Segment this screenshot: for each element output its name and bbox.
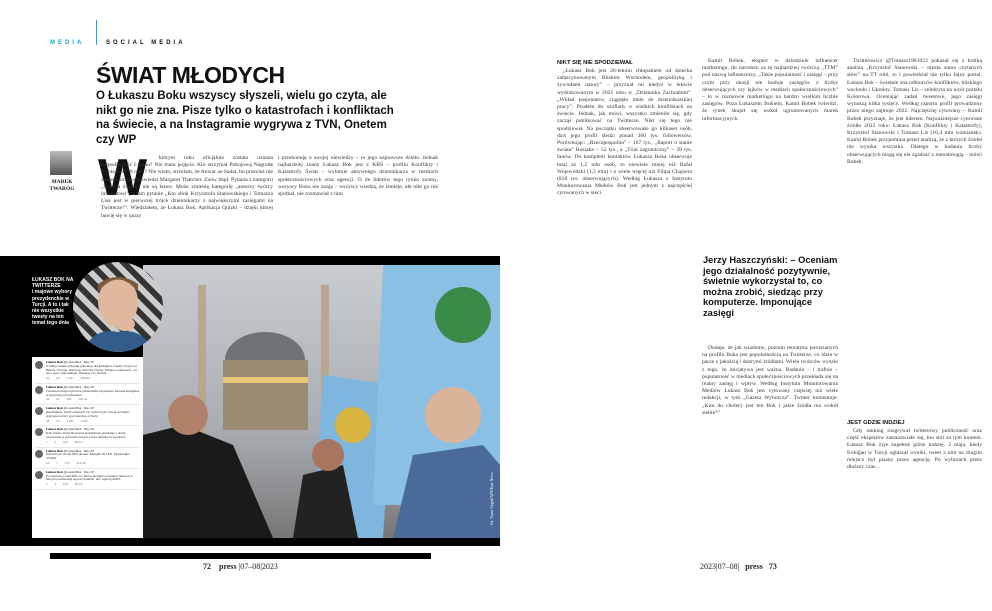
body-column-1: którym roku oficjalnie zostało uznana niepodległość Libanu? Nie mam pojęcia. Kto otrzymał Pokojową Nagrodę Nobla w 1978 roku? Nie wiem, strzelam, że Anwar as-Sadat, bo przecież nie znałem nic w odpowiedzi Margaret Thatcher. Znów błąd. Pytania z kategorii „historia świata” nie są łatwe. Może zmienię kategorię „autorzy twórcy internetowi”, a tam pytanie „Kto obok Krzysztofa Stanowskiego i Tomasza Lisa jest w pierwszej trójce dziennikarzy z największymi zasięgami na Twitterze?”. Wiedziałem, że Łukasz Bok. Aplikacja Quizki – dzięki której bawię się w quizy [101,155,273,219]
tweet-text: Policzonych ponad 99% głosów. Erdogan 52,14%, Kılıçdaroğlu 47,86%. [46,452,130,461]
tweet-author: Łukasz Bok [46,406,63,411]
section-label: MEDIA [50,40,85,46]
tweet-stats: 7 1 140 98.1K [46,439,83,444]
tweet-author: Łukasz Bok [46,427,63,432]
tweet-text: Po otwarciu ponad 90% urn Recep Erdoğan prowadzi zarówno w danych państwowej agencji Anadolu, jak i agencji ANKA. [46,473,133,482]
tweet[interactable] [35,384,140,405]
paragraph: Gdy ranking rozgrywał twitterowy publiczność oraz część ekspertów zastanawiało się, kto stoi za tym kontem. Łukasz Bok żyje zupełnie gdzie indziej. 2 maja, kiedy Erdoğan w Turcji ogłaszał wyniki, tweet z nim na drugim miejscu był pisany przez agencję. Po wyborach przez dłuższy czas… [847,428,982,471]
tweet-meta: @LukaszBok · May 28 [63,384,94,389]
photo-caption [32,277,74,327]
subsection-label: SOCIAL MEDIA [106,40,186,46]
tweet-text: Z całego świata spływają gratulacje dla Erdoğana, między innymi od Bidena, Trumpa, Macrona, Scholza, Putina, Orbana, Łukaszenki, von der Leyen, Zełenskiego, Raisiego czy Vucicia. [46,363,138,376]
body-column-b-bottom [702,345,838,556]
drop-cap: W [98,149,148,207]
photo-credit: fot. Yasin Akgul/AFP/East News [489,472,494,525]
author-name: MAREK TWARÓG [49,179,75,192]
author-portrait [73,262,163,352]
tweet-author: Łukasz Bok [46,469,63,474]
article-title: ŚWIAT MŁODYCH [96,62,285,88]
avatar [35,450,43,458]
section-divider [96,20,97,45]
article-lead: O Łukaszu Boku wszyscy słyszeli, wielu go czyta, ale nikt go nie zna. Pisze tylko o katastrofach i konfliktach na świecie, a na Instagramie wygrywa z TVN, Onetem czy WP [96,90,394,146]
paragraph: Kamil Bobek, ekspert w dziedzinie influencer marketingu, do narodzin za tę najbardziej twórczą „TTM” pod nazwą influencerzy. „Takie popularność i zasięgi – przy czym przy okazji nie buduje zasięgów z liczby obserwujących czy lajków w mediach społecznościowych” – to w rozmowie marketingu na bardzo wielkim liczbie zasięgów. Poza Łukaszem Bokiem, Kamil Bobek twierdzi, że rynek skupił się wokół ugruntowanych marek informacyjnych. [702,58,838,122]
tweet-stats: 48 30 1,027 170K [46,418,88,423]
pull-quote: Jerzy Haszczyński: – Oceniam jego działalność pozytywnie, świetnie wykorzystał to, co można zrobić, siedząc przy komputerze. Imponujące zasięgi [703,255,838,318]
body-column-2: i przekonuję o swojej niewiedzy – to jego najnowsze dzieło. Jednak najbardziej znany Łukasz Bok jest z KBŚ – profilu Konflikty i Katastrofy Świat – wybitnie aktywnego dziennikarza w mediach społecznościowych oraz agencji. O ile liderów tego rynku znamy, wszyscy Boka nie znają – wszyscy wiedzą, że istnieje, ale nikt go nie spotkał, nie rozmawiał z nim [278,155,438,198]
tweet-author: Łukasz Bok [46,360,63,364]
page-bottom-bar [50,553,431,559]
body-column-b-top [702,58,838,253]
avatar [35,361,43,369]
brand-right: press [745,562,763,571]
tweet[interactable] [35,448,140,469]
tweet-author: Łukasz Bok [46,384,63,389]
tweet-stats: 24 21 105 104.3K [46,397,88,402]
subheading: NIKT SIĘ NIE SPODZIEWAŁ [557,60,633,66]
tweet-meta: @LukaszBok · May 28 [63,448,94,453]
tweet-author: Łukasz Bok [46,448,63,453]
tweet-text: Turecka komisja wyborcza potwierdziła zwycięstwo Recepa Erdoğana w wyborach prezydenckich. [46,388,139,397]
rally-photo [143,265,500,538]
tweet-meta: @LukaszBok · May 28 [63,427,94,432]
tweet-meta: @LukaszBok · May 28 [63,360,94,364]
issue-left: |07–08|2023 [238,562,278,571]
tweet[interactable] [35,359,140,384]
page-number-left: 72 [203,562,211,571]
tweet-text: Emir Kataru złożył Recepowi Erdoğanowi gratulacje z okazji zwycięstwa w wyborach jeszcze przed oficjalnymi wynikami. [46,431,126,439]
tweet-stats: 7 4 103 80.1K [46,482,83,487]
subheading: JEST GDZIE INDZIEJ [847,420,905,426]
page-number-right: 73 [768,562,777,571]
caption-text: i majowe wybory prezydenckie w Turcji. A to i tak nie wszystkie tweety na ten temat tego dnia [32,289,73,327]
avatar [35,428,43,436]
avatar [35,407,43,415]
body-column-a [557,58,692,556]
tweet[interactable] [35,405,140,426]
footer-left [203,562,278,571]
paragraph: Twitterowicz @Tomasz1981022 pokazał się z krótką analizą „Krzysztof Stanowski – niezła suma czytanych słów” na TT robi, to i powiedział nie tylko fajny portal. Łukasz Bok – świetnie zna odbiorców konfliktów, bliskiego wschodu i Ukrainy. Tomasz Lis – celebryta na wzór portalu Kolorowa. Oceniając zadań tweetowe, jego zasięgi wynoszą kilka tysięcy. Według raportu profil prowadzony przez niego zajmuje 2022. Najczęściej cytowany – Kamil Bobek przyznaje, że jest liderem. Najważniejsze cytowane źródło 2022 roku: Łukasz Bok (Konflikty i Katastrofy), Krzysztof Stanowski i Tomasz Lis (16,4 mln wzmianek). Kamil Bobek przypomina przed analizą, że z których źródeł nie wynika wszystko. Dlatego w badaniu liczby obserwujących mogą się nie zgadzać z metodologią – mówi Bobek. [847,58,982,165]
tweet-text: Nieoficjalnie: 100% otwartych urn wyborczych. Recep Erdoğan wygrywa wybory prezydenckie w Turcji. [46,409,130,418]
issue-right: 2023|07–08| [700,562,740,571]
author-photo [50,151,72,175]
photo-illustration [143,265,500,538]
paragraph: Dodaje, że jak wiadomo, poziom tematyka poruszanych na profilu Boka jest popularnością na Twitterze, co idzie w parze z jakością i dobrymi źródłami. Wielu twórców wyszło z tego, że inicjatywa jest ważna. Badania – i trafnie – popularność w mediach społecznościowych przekłada się na realny zasięg i wpływ. Według Instytutu Monitorowania Mediów Łukasz Bok jest cytowany częściej niż wiele redakcji, w tym „Gazeta Wyborcza”. Twitter komentuje: „Kim do cholery jest ten Bok i jakie źródła ma wokół siebie?” [702,345,838,416]
tweet-meta: @LukaszBok · May 28 [63,406,94,411]
tweet-meta: @LukaszBok · May 28 [63,469,94,474]
tweet-stats: 16 7 175 114.3K [46,460,86,465]
caption-title: ŁUKASZ BOK NA TWITTERZE [32,277,74,290]
brand-left: press [219,562,237,571]
paragraph: „Łukasz Bok jest 26-letnim chłopakiem od dziecka zafascynowanym Bliskim Wschodem, geopolityką i żywiołami natury” – przyznał mi kiedyś w tekście wydrukowanym w 2021 roku w „Dzienniku Zachodnim”. „Wkład pasjonatów, ciągnęło mnie do dziennikarskiej pracy”. Pisałem do szuflady o wielkich konfliktach na świecie. Jednak, jak mówi, wszystko zmieniło się, gdy zaczął publikować na Twitterze. Nikt się tego nie spodziewał. Na początku obserwowało go kilkaset osób, dziś jego profil śledzi ponad 360 tys. followersów. Porównując: „Rzeczpospolita” – 167 tys., „Raport o stanie świata” Rosiaka – 52 tys., a „Trial zagraniczny” – 39 tys. fanów. Do kompletu kontaktów Łukasza Boka obserwuje tutaj aż 1,2 mln osób, to niewiele mniej niż Rafał Wojewódzki (1,5 mln) i o wiele więcej niż Filipa Chajzera (818 tys. obserwujących). Według Łukasza z Instytutu Monitorowania Mediów Bok jest jednym z najczęściej cytowanych w sieci [557,68,692,197]
body-column-c-bottom [847,418,982,556]
avatar [35,471,43,479]
body-column-c-top [847,58,982,418]
tweet[interactable] [35,469,140,490]
footer-right [700,562,777,571]
tweet-stats: 41 32 1,317 208.8K [46,376,91,381]
tweet[interactable] [35,426,140,447]
portrait-illustration [73,262,163,352]
avatar [35,386,43,394]
tweets-panel [32,357,143,538]
